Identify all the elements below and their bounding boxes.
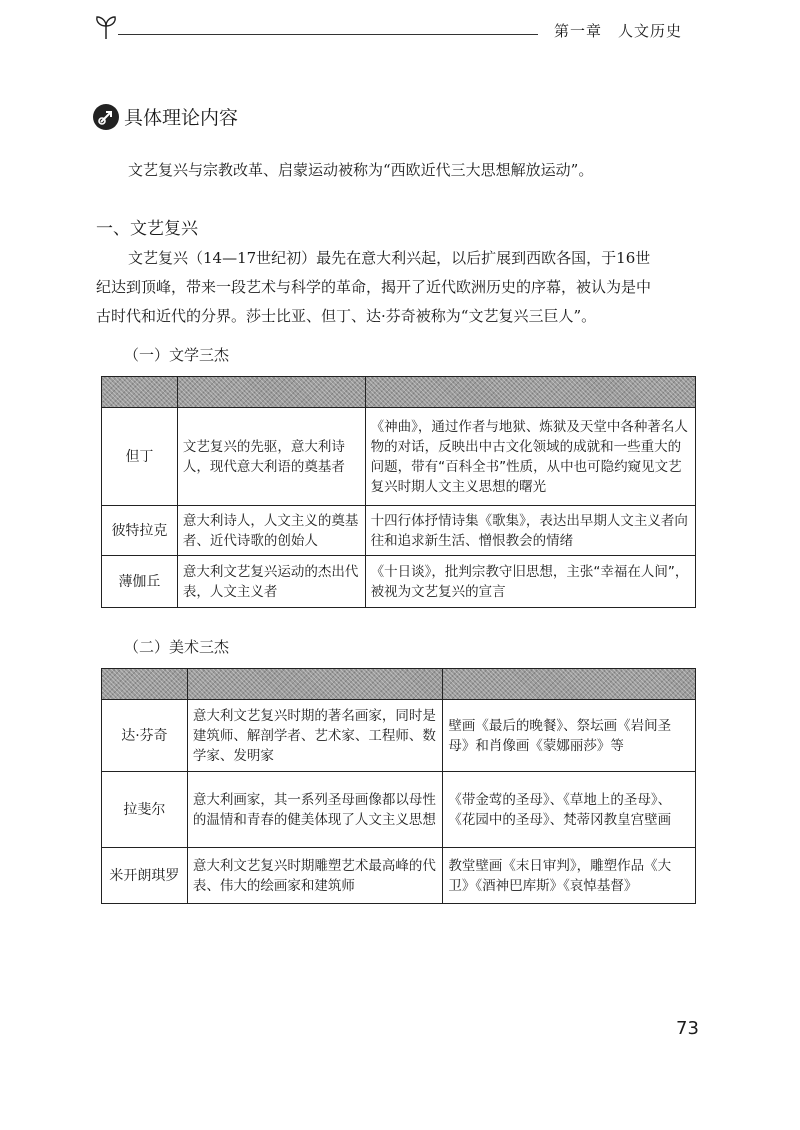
person-description: 文艺复兴的先驱，意大利诗人，现代意大利语的奠基者 [177, 408, 365, 506]
table-row [102, 506, 696, 556]
table-row [102, 848, 696, 904]
running-header [554, 20, 714, 42]
chapter-title: 人文历史 [618, 22, 683, 40]
person-works: 《十日谈》，批判宗教守旧思想，主张“幸福在人间”，被视为文艺复兴的宣言 [365, 556, 695, 608]
art-table [101, 668, 696, 904]
sprout-icon [94, 14, 118, 40]
intro-paragraph: 文艺复兴与宗教改革、启蒙运动被称为“西欧近代三大思想解放运动”。 [128, 161, 594, 179]
person-description: 意大利文艺复兴运动的杰出代表，人文主义者 [177, 556, 365, 608]
subheading-art: （二）美术三杰 [124, 638, 230, 656]
person-works: 《神曲》，通过作者与地狱、炼狱及天堂中各种著名人物的对话，反映出中古文化领域的成就和一些重大的问题，带有“百科全书”性质，从中也可隐约窥见文艺复兴时期人文主义思想的曙光 [365, 408, 695, 506]
person-works: 十四行体抒情诗集《歌集》，表达出早期人文主义者向往和追求新生活、憎恨教会的情绪 [365, 506, 695, 556]
person-name: 米开朗琪罗 [102, 848, 188, 904]
body-paragraph [96, 244, 706, 331]
section-title: 具体理论内容 [124, 107, 239, 129]
person-description: 意大利诗人，人文主义的奠基者、近代诗歌的创始人 [177, 506, 365, 556]
table-row [102, 772, 696, 848]
person-description: 意大利文艺复兴时期的著名画家，同时是建筑师、解剖学者、艺术家、工程师、数学家、发明家 [187, 700, 443, 772]
person-works: 壁画《最后的晚餐》、祭坛画《岩间圣母》和肖像画《蒙娜丽莎》等 [443, 700, 696, 772]
person-works: 《带金莺的圣母》、《草地上的圣母》、《花园中的圣母》、梵蒂冈教皇宫壁画 [443, 772, 696, 848]
person-name: 彼特拉克 [102, 506, 178, 556]
literature-table [101, 376, 696, 608]
subheading-literature: （一）文学三杰 [124, 346, 230, 364]
table-header-row [102, 669, 696, 700]
table-row [102, 556, 696, 608]
person-name: 薄伽丘 [102, 556, 178, 608]
person-description: 意大利文艺复兴时期雕塑艺术最高峰的代表、伟大的绘画家和建筑师 [187, 848, 443, 904]
table-row [102, 700, 696, 772]
body-line: 古时代和近代的分界。莎士比亚、但丁、达·芬奇被称为“文艺复兴三巨人”。 [96, 307, 597, 325]
person-name: 但丁 [102, 408, 178, 506]
body-line: 纪达到顶峰，带来一段艺术与科学的革命，揭开了近代欧洲历史的序幕，被认为是中 [96, 278, 652, 296]
table-header-row [102, 377, 696, 408]
table-row [102, 408, 696, 506]
person-name: 拉斐尔 [102, 772, 188, 848]
heading-renaissance: 一、文艺复兴 [96, 219, 198, 239]
chapter-label: 第一章 [554, 22, 603, 40]
section-badge-icon [93, 104, 119, 130]
person-name: 达·芬奇 [102, 700, 188, 772]
body-line: 文艺复兴（14—17世纪初）最先在意大利兴起，以后扩展到西欧各国，于16世 [128, 249, 651, 267]
header-rule [118, 34, 538, 35]
page-number: 73 [676, 1018, 699, 1039]
person-description: 意大利画家，其一系列圣母画像都以母性的温情和青春的健美体现了人文主义思想 [187, 772, 443, 848]
person-works: 教堂壁画《末日审判》，雕塑作品《大卫》《酒神巴库斯》《哀悼基督》 [443, 848, 696, 904]
